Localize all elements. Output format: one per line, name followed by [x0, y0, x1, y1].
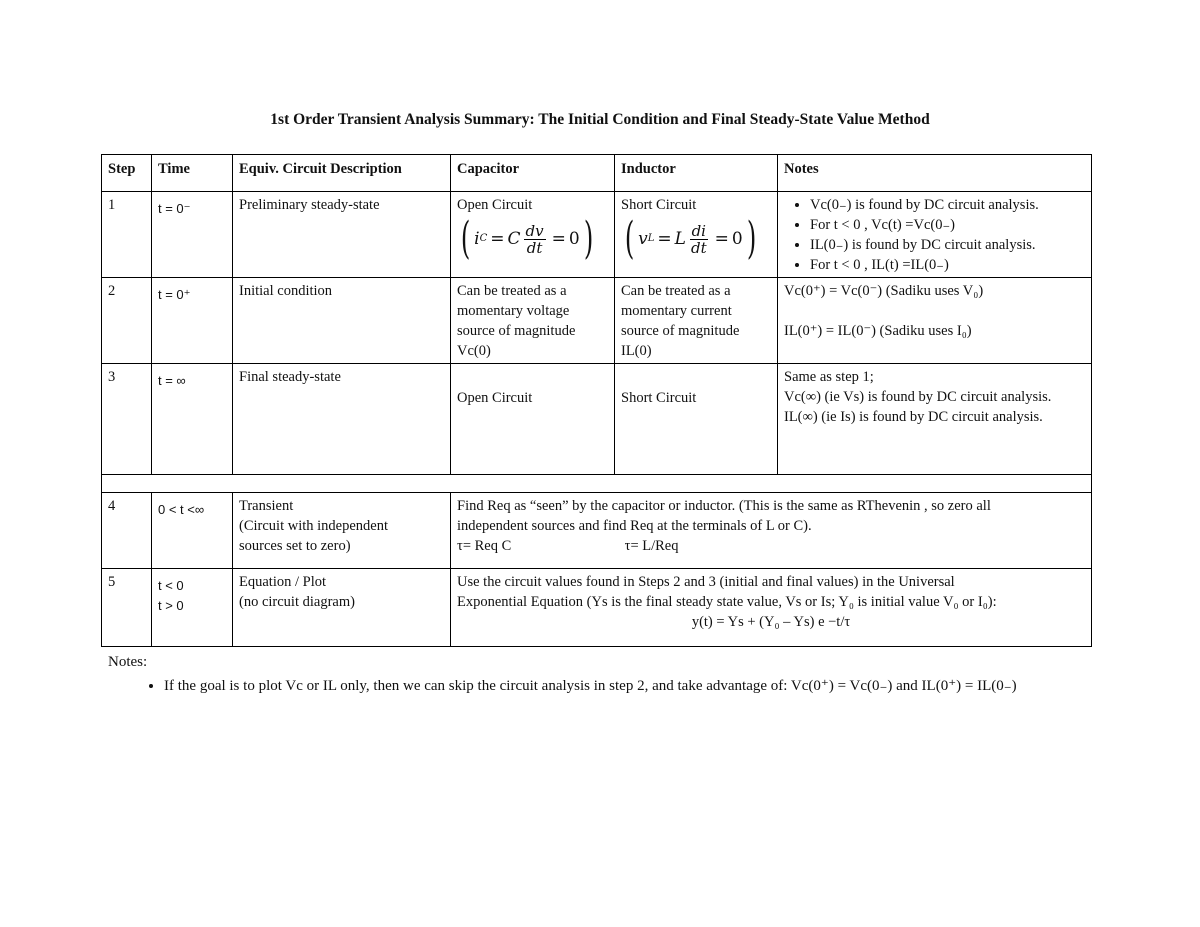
time-value: t = ∞ [158, 373, 186, 388]
description-line: (no circuit diagram) [239, 594, 355, 610]
time-cell [152, 493, 233, 569]
header-time: Time [152, 155, 233, 192]
description-line: (Circuit with independent [239, 518, 388, 534]
description-line: Equation / Plot [239, 574, 326, 590]
notes-bullet: • For t < 0 , IL(t) =IL(0₋) [810, 255, 1085, 275]
frac-numerator: di [691, 221, 706, 240]
capacitor-cell [451, 192, 615, 278]
capacitor-equation [457, 213, 608, 264]
spacer-row [102, 475, 1092, 493]
time-line: t > 0 [158, 598, 184, 613]
description-cell [233, 569, 451, 647]
header-description: Equiv. Circuit Description [233, 155, 451, 192]
capacitor-cell: Open Circuit [451, 364, 615, 475]
eq-rhs: 0 [568, 229, 580, 249]
time-value [158, 572, 226, 616]
time-cell [152, 278, 233, 364]
equals-sign: = [714, 229, 729, 249]
inductor-cell [615, 278, 778, 364]
notes-line: Exponential Equation (Ys is the final steady state value, Vs or Is; Y₀ is initial value V₀ or I₀): [457, 594, 997, 610]
time-cell [152, 192, 233, 278]
notes-bullet-list [784, 195, 1085, 275]
header-notes: Notes [778, 155, 1092, 192]
notes-cell [778, 278, 1092, 364]
table-row [102, 364, 1092, 475]
page-title: 1st Order Transient Analysis Summary: The Initial Condition and Final Steady-State Value Method [270, 111, 930, 128]
notes-line: Vc(∞) (ie Vs) is found by DC circuit analysis. [784, 389, 1052, 405]
frac-denominator: dt [690, 238, 707, 257]
table-row [102, 569, 1092, 647]
time-value: 0 < t <∞ [158, 502, 205, 517]
table-header-row [102, 155, 1092, 192]
header-inductor: Inductor [615, 155, 778, 192]
table-row [102, 278, 1092, 364]
tau-rl: τ= L/Req [624, 538, 679, 554]
blank-line [784, 301, 1085, 321]
notes-line: Vc(0⁺) = Vc(0⁻) (Sadiku uses V₀) [784, 283, 984, 299]
equals-sign: = [551, 229, 566, 249]
inductor-cell [615, 192, 778, 278]
notes-line: Find Req as “seen” by the capacitor or inductor. (This is the same as RThevenin , so zero all [457, 498, 991, 514]
step-cell: 2 [102, 278, 152, 364]
notes-line: independent sources and find Req at the terminals of L or C). [457, 518, 812, 534]
table-row [102, 192, 1092, 278]
derivative-fraction [524, 223, 546, 256]
notes-line: Same as step 1; [784, 369, 874, 385]
tau-rc: τ= Req C [457, 538, 512, 554]
capacitor-line: source of magnitude [457, 323, 576, 339]
eq-lhs: i [474, 229, 480, 249]
inductor-line: Can be treated as a [621, 283, 731, 299]
header-step: Step [102, 155, 152, 192]
capacitor-line: Vc(0) [457, 343, 491, 359]
equals-sign: = [490, 229, 505, 249]
inductor-line: source of magnitude [621, 323, 740, 339]
time-line: t < 0 [158, 578, 184, 593]
frac-numerator: dv [525, 221, 544, 240]
paren-right: ) [583, 213, 593, 264]
inductor-equation [621, 213, 771, 264]
inductor-label: Short Circuit [621, 197, 697, 213]
frac-denominator: dt [526, 238, 543, 257]
eq-rhs: 0 [731, 229, 743, 249]
time-cell [152, 364, 233, 475]
paren-right: ) [746, 213, 756, 264]
capacitor-line: Can be treated as a [457, 283, 567, 299]
capacitor-line: momentary voltage [457, 303, 570, 319]
time-cell [152, 569, 233, 647]
description-line: Transient [239, 498, 294, 514]
notes-cell [778, 192, 1092, 278]
notes-bullet: • For t < 0 , Vc(t) =Vc(0₋) [810, 215, 1085, 235]
notes-bullet: • IL(0₋) is found by DC circuit analysis. [810, 235, 1085, 255]
spacer-cell [102, 475, 1092, 493]
paren-left: ( [460, 213, 471, 264]
paren-left: ( [624, 213, 635, 264]
notes-cell [451, 493, 1092, 569]
description-cell: Initial condition [233, 278, 451, 364]
notes-cell [451, 569, 1092, 647]
notes-line: IL(∞) (ie Is) is found by DC circuit analysis. [784, 409, 1043, 425]
header-capacitor: Capacitor [451, 155, 615, 192]
notes-cell [778, 364, 1092, 475]
exponential-equation: y(t) = Ys + (Y₀ – Ys) e −t/τ [691, 614, 851, 630]
step-cell: 4 [102, 493, 152, 569]
description-line: sources set to zero) [239, 538, 351, 554]
footer-notes-list [108, 676, 1200, 695]
notes-line: Use the circuit values found in Steps 2 and 3 (initial and final values) in the Universal [457, 574, 955, 590]
derivative-fraction [689, 223, 709, 256]
step-cell: 5 [102, 569, 152, 647]
footer-note-item: • If the goal is to plot Vc or IL only, then we can skip the circuit analysis in step 2, and take advantage of: Vc(0⁺) = Vc(0₋) and IL(0⁺) = IL(0₋) [164, 676, 1200, 695]
time-value: t = 0⁻ [158, 201, 191, 216]
inductor-cell: Short Circuit [615, 364, 778, 475]
eq-lhs: v [638, 229, 648, 249]
eq-coef: L [674, 229, 686, 249]
tau-line [457, 536, 1085, 556]
footer-notes-title: Notes: [108, 654, 148, 670]
eq-coef: C [507, 229, 521, 249]
description-cell [233, 493, 451, 569]
capacitor-label: Open Circuit [457, 197, 533, 213]
notes-line: IL(0⁺) = IL(0⁻) (Sadiku uses I₀) [784, 323, 972, 339]
inductor-line: momentary current [621, 303, 732, 319]
notes-bullet: • Vc(0₋) is found by DC circuit analysis. [810, 195, 1085, 215]
step-cell: 1 [102, 192, 152, 278]
table-row [102, 493, 1092, 569]
eq-lhs-sub: L [647, 233, 655, 244]
time-value: t = 0⁺ [158, 287, 191, 302]
description-cell: Final steady-state [233, 364, 451, 475]
step-cell: 3 [102, 364, 152, 475]
eq-lhs-sub: C [479, 233, 488, 244]
description-cell: Preliminary steady-state [233, 192, 451, 278]
equals-sign: = [657, 229, 672, 249]
summary-table [101, 154, 1092, 647]
capacitor-cell [451, 278, 615, 364]
inductor-line: IL(0) [621, 343, 652, 359]
